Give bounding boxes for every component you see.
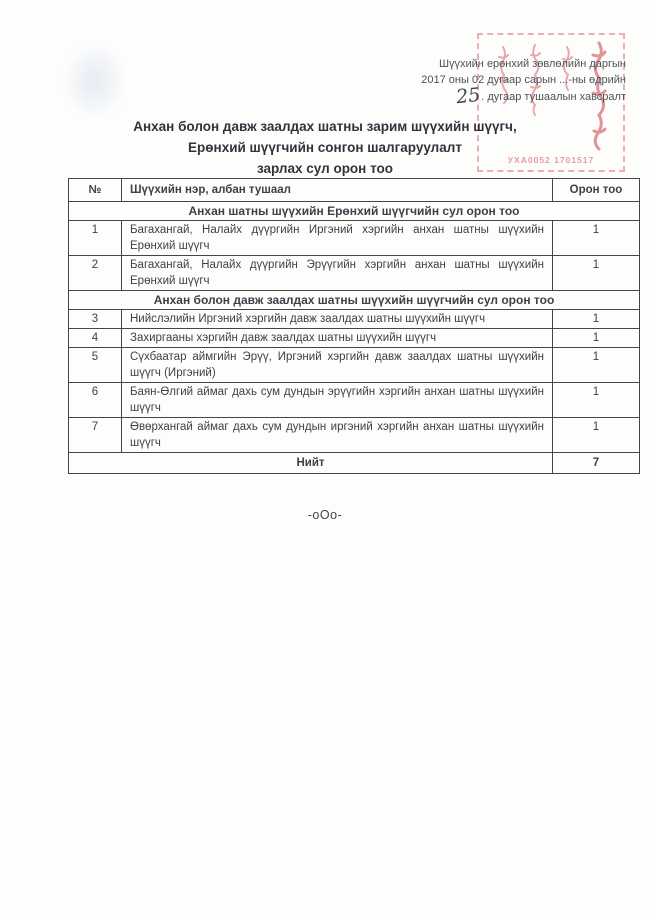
title-line2: Ерөнхий шүүгчийн сонгон шалгаруулалт [188,140,462,155]
row-number: 4 [69,329,122,348]
order-annotation [336,56,626,109]
row-number: 7 [69,418,122,453]
row-count: 1 [553,310,640,329]
row-number: 3 [69,310,122,329]
row-count: 1 [553,383,640,418]
row-name: Сүхбаатар аймгийн Эрүү, Иргэний хэргийн давж заалдах шатны шүүхийн шүүгч (Иргэний) [122,348,553,383]
annotation-line1: Шүүхийн ерөнхий зөвлөлийн даргын [438,58,626,70]
table-row [69,221,640,256]
row-number: 2 [69,256,122,291]
table-row [69,310,640,329]
table-row [69,329,640,348]
table-header-row [69,179,640,202]
section-header-row [69,202,640,221]
vacancy-table [68,178,640,474]
title-line1: Анхан болон давж заалдах шатны зарим шүүхийн шүүгч, [133,119,517,134]
annotation-line3-rest: . дугаар тушаалын хавсралт [481,91,626,103]
handwritten-number: 25 [455,83,482,109]
row-number: 6 [69,383,122,418]
table-row [69,418,640,453]
col-header-name: Шүүхийн нэр, албан тушаал [122,179,553,202]
row-name: Өвөрхангай аймаг дахь сум дундын иргэний хэргийн анхан шатны шүүхийн шүүгч [122,418,553,453]
section-header-row [69,291,640,310]
table-row [69,256,640,291]
row-name: Баян-Өлгий аймаг дахь сум дундын эрүүгийн хэргийн анхан шатны шүүхийн шүүгч [122,383,553,418]
annotation-line2: 2017 оны 02 дугаар сарын ...-ны өдрийн [421,74,626,86]
row-name: Багахангай, Налайх дүүргийн Иргэний хэргийн анхан шатны шүүхийн Ерөнхий шүүгч [122,221,553,256]
footer-separator: -оОо- [307,508,343,522]
row-count: 1 [553,329,640,348]
col-header-number: № [69,179,122,202]
section1-label: Анхан шатны шүүхийн Ерөнхий шүүгчийн сул орон тоо [69,202,640,221]
title-line3: зарлах сул орон тоо [256,161,394,176]
row-name: Нийслэлийн Иргэний хэргийн давж заалдах шатны шүүхийн шүүгч [122,310,553,329]
annotation-line3 [336,83,626,109]
stamp-serial-code: УХА0052 1701517 [507,155,595,165]
row-count: 1 [553,348,640,383]
scan-smudge-artifact [66,46,124,116]
row-count: 1 [553,221,640,256]
total-row [69,453,640,474]
row-number: 1 [69,221,122,256]
table-row [69,348,640,383]
total-value: 7 [553,453,640,474]
row-count: 1 [553,256,640,291]
row-count: 1 [553,418,640,453]
row-name: Багахангай, Налайх дүүргийн Эрүүгийн хэргийн анхан шатны шүүхийн Ерөнхий шүүгч [122,256,553,291]
col-header-count: Орон тоо [553,179,640,202]
table-row [69,383,640,418]
section2-label: Анхан болон давж заалдах шатны шүүхийн шүүгчийн сул орон тоо [69,291,640,310]
page-title [0,116,650,179]
row-name: Захиргааны хэргийн давж заалдах шатны шүүхийн шүүгч [122,329,553,348]
total-label: Нийт [69,453,553,474]
row-number: 5 [69,348,122,383]
